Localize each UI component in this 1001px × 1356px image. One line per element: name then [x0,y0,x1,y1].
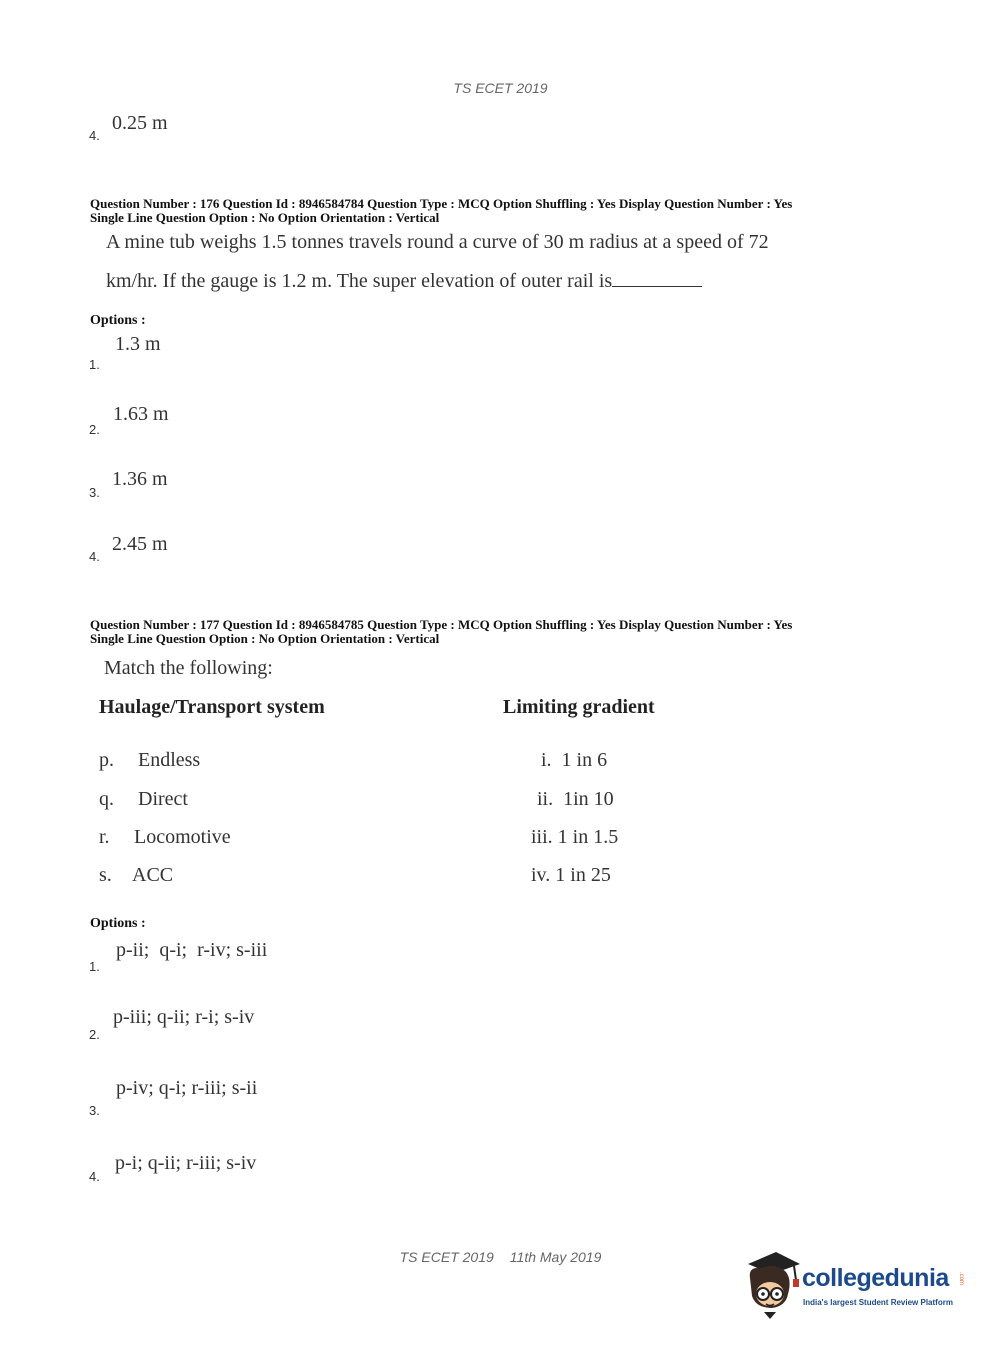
option-text: p-i; q-ii; r-iii; s-iv [115,1152,257,1174]
question-meta-line2: Single Line Question Option : No Option Orientation : Vertical [90,210,440,225]
option-number: 2. [89,1027,100,1042]
footer-exam: TS ECET 2019 [399,1249,494,1265]
match-left-label: p. [99,749,114,771]
option-text: p-iii; q-ii; r-i; s-iv [113,1006,255,1028]
question-meta [90,618,792,646]
match-right-item: iii. 1 in 1.5 [531,826,619,848]
match-left-text: ACC [132,864,174,886]
match-left-header: Haulage/Transport system [99,696,325,718]
option-number: 3. [89,1103,100,1118]
match-left-text: Locomotive [134,826,231,848]
match-left-label: r. [99,826,110,848]
option-number: 3. [89,485,100,500]
option-text: 1.36 m [112,468,168,490]
option-number: 1. [89,357,100,372]
match-left-text: Direct [138,788,188,810]
question-meta [90,197,792,225]
match-right-item: i. 1 in 6 [541,749,608,771]
page-header: TS ECET 2019 [453,80,548,96]
option-text: 0.25 m [112,112,168,134]
page-footer [0,1249,1001,1265]
question-meta-line1: Question Number : 176 Question Id : 8946584784 Question Type : MCQ Option Shuffling : Yes Display Question Number : Yes [90,196,793,211]
match-left-text: Endless [138,749,201,771]
option-number: 4. [89,128,100,143]
options-label: Options : [90,916,146,931]
question-text-line2 [106,270,702,293]
match-right-header: Limiting gradient [503,696,655,718]
option-text: 1.3 m [115,333,161,355]
logo-wordmark: collegedunia [802,1264,949,1292]
logo-domain-suffix: .com [958,1272,964,1286]
option-text: p-ii; q-i; r-iv; s-iii [116,939,268,961]
match-right-item: ii. 1in 10 [537,788,614,810]
option-number: 4. [89,549,100,564]
question-text-line2-content: km/hr. If the gauge is 1.2 m. The super elevation of outer rail is [106,270,613,292]
option-text: 2.45 m [112,533,168,555]
match-intro: Match the following: [104,657,273,679]
question-text-line1: A mine tub weighs 1.5 tonnes travels round a curve of 30 m radius at a speed of 72 [106,231,769,253]
question-meta-line2: Single Line Question Option : No Option Orientation : Vertical [90,631,440,646]
answer-blank [612,270,702,287]
option-text: 1.63 m [113,403,169,425]
match-left-label: s. [99,864,112,886]
option-number: 4. [89,1169,100,1184]
footer-date: 11th May 2019 [509,1249,602,1265]
option-number: 2. [89,422,100,437]
match-left-label: q. [99,788,114,810]
options-label: Options : [90,313,146,328]
question-meta-line1: Question Number : 177 Question Id : 8946584785 Question Type : MCQ Option Shuffling : Yes Display Question Number : Yes [90,617,793,632]
logo-tagline: India's largest Student Review Platform [803,1298,953,1307]
option-number: 1. [89,959,100,974]
collegedunia-mascot-icon [742,1250,804,1320]
option-text: p-iv; q-i; r-iii; s-ii [116,1077,258,1099]
match-right-item: iv. 1 in 25 [531,864,611,886]
